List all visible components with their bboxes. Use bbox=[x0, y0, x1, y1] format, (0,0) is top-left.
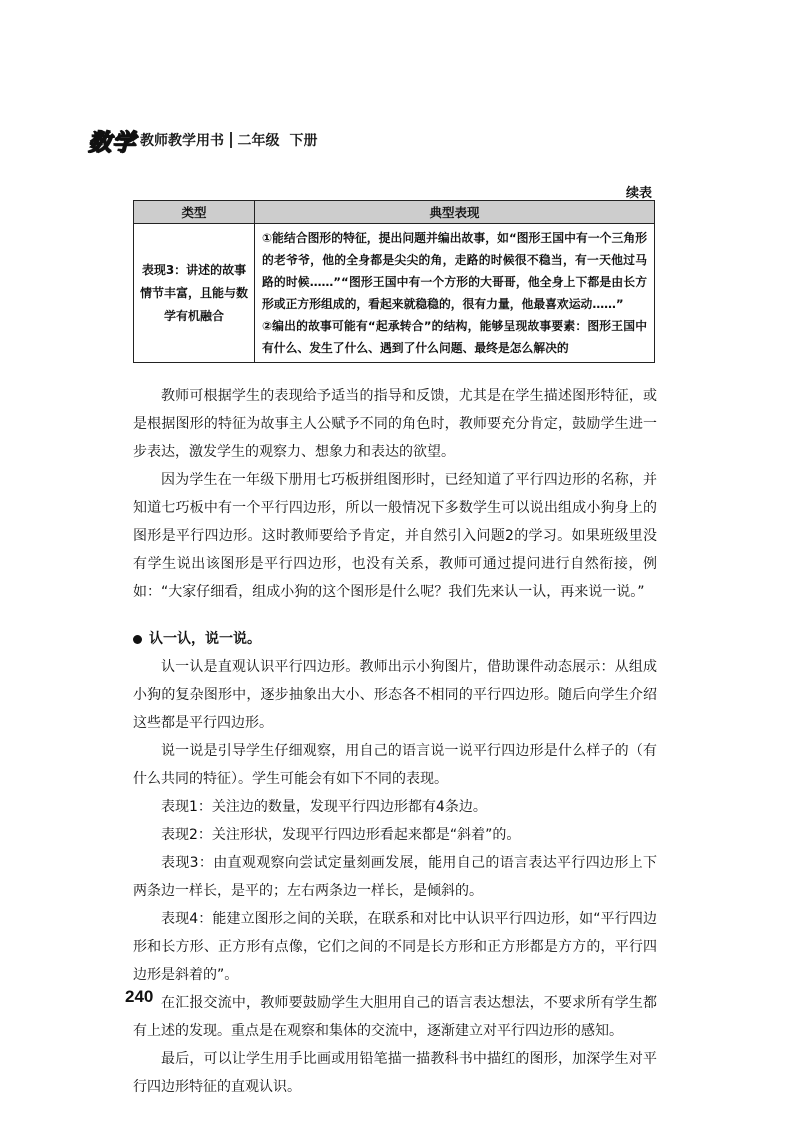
section-heading bbox=[133, 625, 657, 653]
paragraph: 最后，可以让学生用手比画或用铅笔描一描教科书中描红的图形，加深学生对平行四边形特征的直观认识。 bbox=[133, 1051, 657, 1095]
table-header-type: 类型 bbox=[134, 201, 255, 224]
page-number: 240 bbox=[125, 987, 154, 1006]
volume-label: 下册 bbox=[289, 133, 318, 149]
table-header-performance: 典型表现 bbox=[255, 201, 655, 224]
bullet-icon bbox=[133, 635, 142, 644]
performance-item: ②编出的故事可能有“起承转合”的结构，能够呈现故事要素：图形王国中有什么、发生了什么、遇到了什么问题、最终是怎么解决的 bbox=[262, 319, 647, 355]
paragraph: 教师可根据学生的表现给予适当的指导和反馈，尤其是在学生描述图形特征，或是根据图形的特征为故事主人公赋予不同的角色时，教师要充分肯定，鼓励学生进一步表达，激发学生的观察力、想象力和表达的欲望。 bbox=[133, 388, 657, 460]
paragraph: 表现4：能建立图形之间的关联，在联系和对比中认识平行四边形，如“平行四边形和长方形、正方形有点像，它们之间的不同是长方形和正方形都是方方的，平行四边形是斜着的”。 bbox=[133, 911, 657, 983]
table-cell-performance bbox=[255, 224, 655, 363]
paragraph: 表现1：关注边的数量，发现平行四边形都有4条边。 bbox=[161, 799, 487, 815]
body-text bbox=[133, 382, 657, 1101]
book-title: 教师教学用书 bbox=[140, 133, 224, 149]
table-row bbox=[134, 224, 655, 363]
continued-label: 续表 bbox=[625, 186, 652, 201]
running-header bbox=[88, 126, 688, 154]
table-cell-type: 表现3：讲述的故事情节丰富，且能与数学有机融合 bbox=[134, 224, 255, 363]
header-divider bbox=[230, 132, 232, 148]
paragraph: 表现3：由直观观察向尝试定量刻画发展，能用自己的语言表达平行四边形上下两条边一样长，是平的；左右两条边一样长，是倾斜的。 bbox=[133, 855, 657, 899]
paragraph: 认一认是直观认识平行四边形。教师出示小狗图片，借助课件动态展示：从组成小狗的复杂图形中，逐步抽象出大小、形态各不相同的平行四边形。随后向学生介绍这些都是平行四边形。 bbox=[133, 659, 657, 731]
performance-table bbox=[133, 200, 655, 363]
paragraph: 说一说是引导学生仔细观察，用自己的语言说一说平行四边形是什么样子的（有什么共同的特征）。学生可能会有如下不同的表现。 bbox=[133, 743, 657, 787]
paragraph: 表现2：关注形状，发现平行四边形看起来都是“斜着”的。 bbox=[161, 827, 521, 843]
paragraph: 因为学生在一年级下册用七巧板拼组图形时，已经知道了平行四边形的名称，并知道七巧板中有一个平行四边形，所以一般情况下多数学生可以说出组成小狗身上的图形是平行四边形。这时教师要给予肯定，并自然引入问题2的学习。如果班级里没有学生说出该图形是平行四边形，也没有关系，教师可通过提问进行自然衔接，例如：“大家仔细看，组成小狗的这个图形是什么呢？我们先来认一认，再来说一说。” bbox=[133, 472, 657, 600]
subject-logo: 数学 bbox=[88, 128, 136, 156]
section-title: 认一认，说一说。 bbox=[149, 631, 261, 647]
paragraph: 在汇报交流中，教师要鼓励学生大胆用自己的语言表达想法，不要求所有学生都有上述的发现。重点是在观察和集体的交流中，逐渐建立对平行四边形的感知。 bbox=[133, 995, 657, 1039]
grade-label: 二年级 bbox=[237, 133, 280, 149]
performance-item: ①能结合图形的特征，提出问题并编出故事，如“图形王国中有一个三角形的老爷爷，他的全身都是尖尖的角，走路的时候很不稳当，有一天他过马路的时候……”“图形王国中有一个方形的大哥哥，他全身上下都是由长方形或正方形组成的，看起来就稳稳的，很有力量，他最喜欢运动……” bbox=[262, 231, 647, 311]
